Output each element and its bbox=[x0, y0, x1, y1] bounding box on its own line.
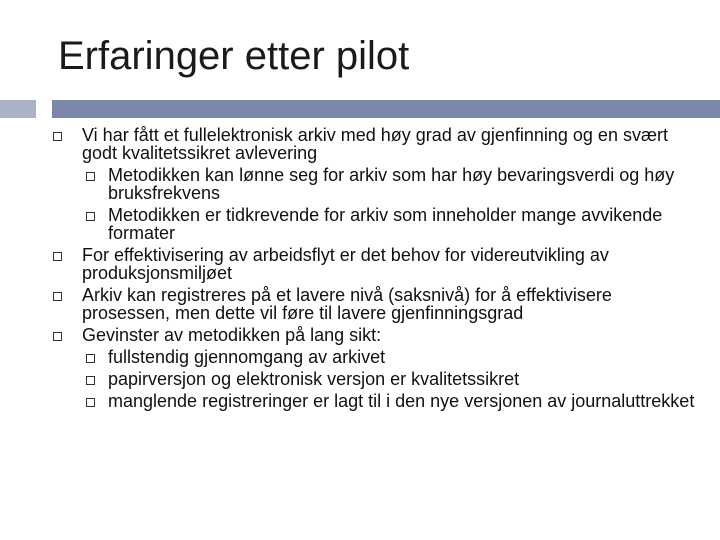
sub-bullet-item bbox=[82, 392, 702, 410]
sub-bullet-text: Metodikken kan lønne seg for arkiv som har høy bevaringsverdi og høy bruksfrekvens bbox=[108, 165, 675, 203]
sub-bullet-item bbox=[82, 348, 702, 366]
bullet-item bbox=[52, 126, 702, 242]
sub-bullet-text: manglende registreringer er lagt til i den nye versjonen av journaluttrekket bbox=[108, 391, 695, 411]
square-bullet-icon bbox=[53, 332, 62, 341]
bullet-text: Arkiv kan registreres på et lavere nivå (saksnivå) for å effektivisere prosessen, men dette vil føre til lavere gjenfinningsgrad bbox=[82, 285, 612, 323]
bullet-item bbox=[52, 286, 702, 322]
slide-title: Erfaringer etter pilot bbox=[58, 34, 410, 78]
square-bullet-icon bbox=[86, 398, 95, 407]
title-rule-left bbox=[0, 100, 36, 118]
square-bullet-icon bbox=[86, 212, 95, 221]
bullet-text: Vi har fått et fullelektronisk arkiv med høy grad av gjenfinning og en svært godt kvalitetssikret avlevering bbox=[82, 125, 668, 163]
bullet-item bbox=[52, 326, 702, 410]
sub-bullet-item bbox=[82, 370, 702, 388]
square-bullet-icon bbox=[53, 292, 62, 301]
sub-bullet-item bbox=[82, 206, 702, 242]
bullet-text: Gevinster av metodikken på lang sikt: bbox=[82, 325, 382, 345]
square-bullet-icon bbox=[53, 132, 62, 141]
square-bullet-icon bbox=[86, 376, 95, 385]
bullet-text: For effektivisering av arbeidsflyt er det behov for videreutvikling av produksjonsmiljøet bbox=[82, 245, 609, 283]
sub-bullet-text: fullstendig gjennomgang av arkivet bbox=[108, 347, 386, 367]
sub-bullet-text: papirversjon og elektronisk versjon er kvalitetssikret bbox=[108, 369, 520, 389]
bullet-item bbox=[52, 246, 702, 282]
sub-bullet-item bbox=[82, 166, 702, 202]
bullet-list bbox=[52, 126, 702, 414]
sub-bullet-text: Metodikken er tidkrevende for arkiv som inneholder mange avvikende formater bbox=[108, 205, 663, 243]
title-rule-right bbox=[52, 100, 720, 118]
square-bullet-icon bbox=[86, 354, 95, 363]
square-bullet-icon bbox=[53, 252, 62, 261]
square-bullet-icon bbox=[86, 172, 95, 181]
